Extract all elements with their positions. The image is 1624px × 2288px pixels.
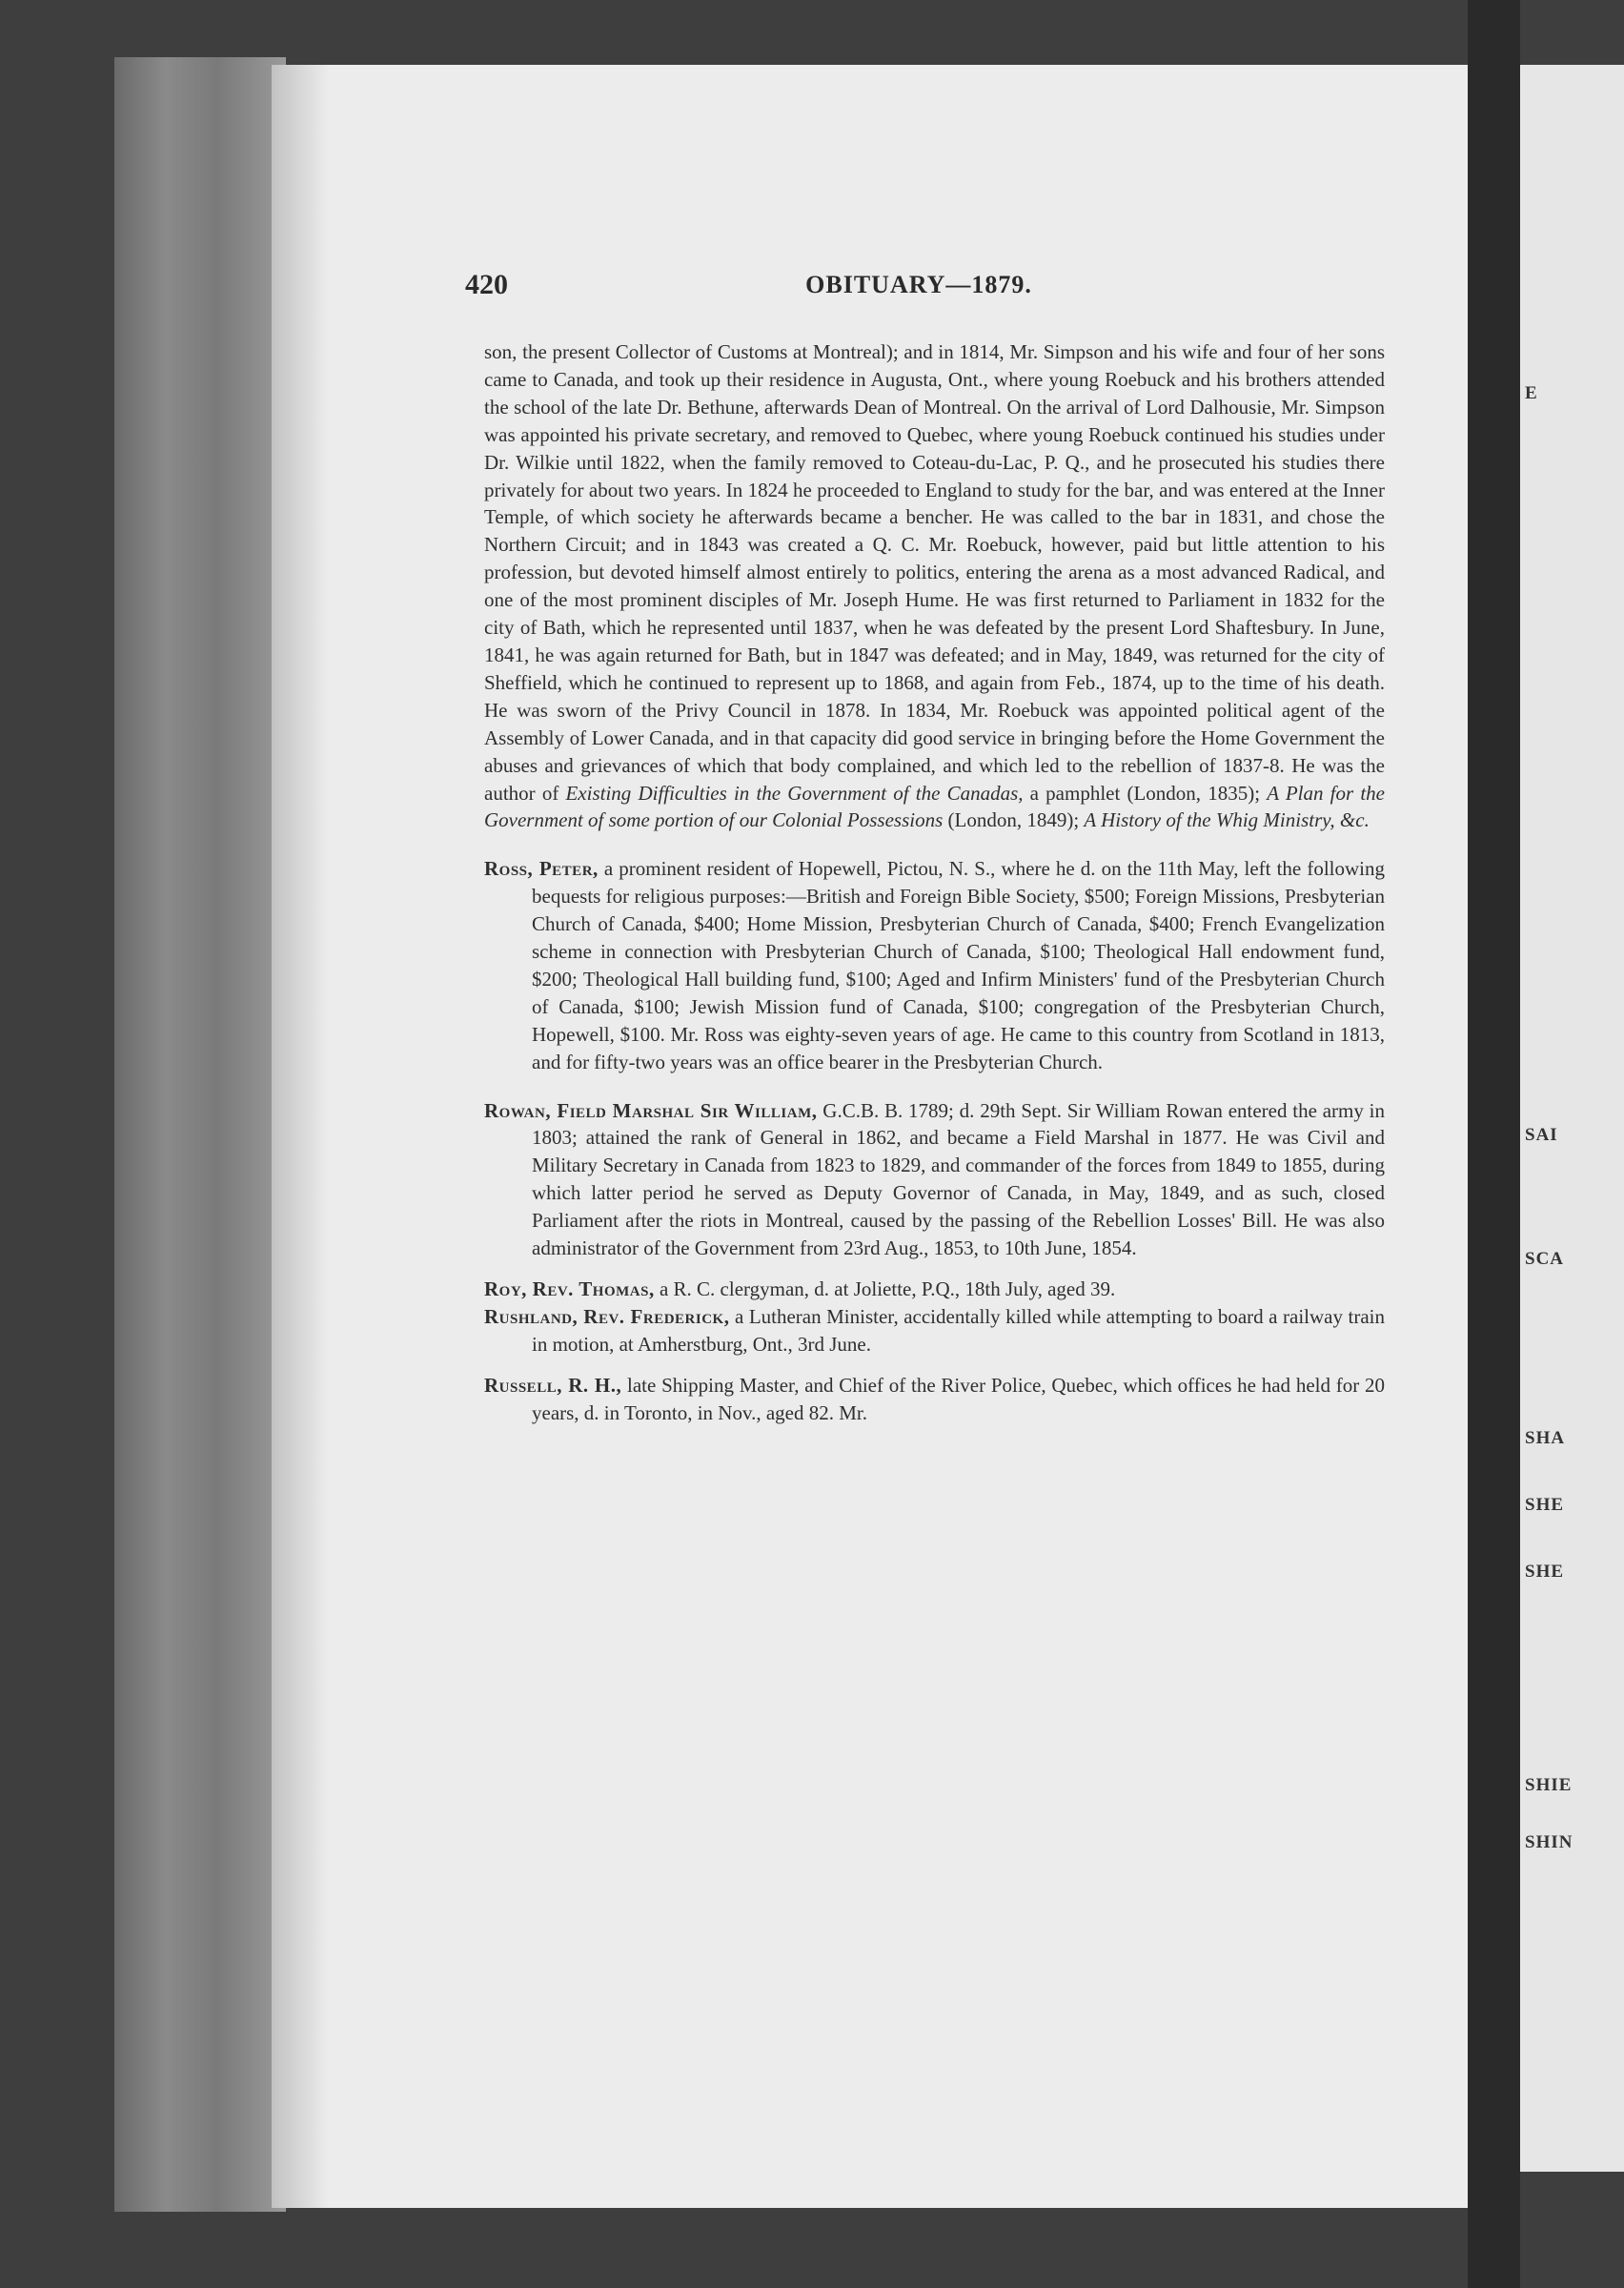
entry-text: a prominent resident of Hopewell, Pictou, N. S., where he d. on the 11th May, left the following bequests for religious purposes:—British and Foreign Bible Society, $500; Foreign Missions, Presbyterian Church of Canada, $400; Home Mission, Presbyterian Church of Canada, $400; French Evangelization scheme in connection with Presbyterian Church of Canada, $100; Theological Hall endowment fund, $200; Theological Hall building fund, $100; Aged and Infirm Ministers' fund of the Presbyterian Church of Canada, $100; Jewish Mission fund of Canada, $100; congregation of the Presbyterian Church, Hopewell, $100. Mr. Ross was eighty-seven years of age. He came to this country from Scotland in 1813, and for fifty-two years was an office bearer in the Presbyterian Church. [532, 857, 1385, 1073]
page-body [484, 338, 1385, 1427]
entry-text: G.C.B. B. 1789; d. 29th Sept. Sir William Rowan entered the army in 1803; attained the rank of General in 1862, and became a Field Marshal in 1877. He was Civil and Military Secretary in Canada from 1823 to 1829, and commander of the forces from 1849 to 1855, during which latter period he served as Deputy Governor of Canada, in May, 1849, and as such, closed Parliament after the riots in Montreal, caused by the passing of the Rebellion Losses' Bill. He was also administrator of the Government from 23rd Aug., 1853, to 10th June, 1854. [532, 1098, 1385, 1260]
work-title: A Plan for the Government of some portion of our Colonial Possessions [484, 781, 1385, 832]
right-page-letter: SHIE [1525, 1775, 1573, 1795]
continuation-text: son, the present Collector of Customs at Montreal); and in 1814, Mr. Simpson and his wife and four of her sons came to Canada, and took up their residence in Augusta, Ont., where young Roebuck and his brothers attended the school of the late Dr. Bethune, afterwards Dean of Montreal. On the arrival of Lord Dalhousie, Mr. Simpson was appointed his private secretary, and removed to Quebec, where young Roebuck continued his studies under Dr. Wilkie until 1822, when the family removed to Coteau-du-Lac, P. Q., and he prosecuted his studies there privately for about two years. In 1824 he proceeded to England to study for the bar, and was entered at the Inner Temple, of which society he afterwards became a bencher. He was called to the bar in 1831, and chose the Northern Circuit; and in 1843 was created a Q. C. Mr. Roebuck, however, paid but little attention to his profession, but devoted himself almost entirely to politics, entering the arena as a most advanced Radical, and one of the most prominent disciples of Mr. Joseph Hume. He was first returned to Parliament in 1832 for the city of Bath, which he represented until 1837, when he was defeated by the present Lord Shaftesbury. In June, 1841, he was again returned for Bath, but in 1847 was defeated; and in May, 1849, was returned for the city of Sheffield, which he continued to represent up to 1868, and again from Feb., 1874, up to the time of his death. He was sworn of the Privy Council in 1878. In 1834, Mr. Roebuck was appointed political agent of the Assembly of Lower Canada, and in that capacity did good service in bringing before the Home Government the abuses and grievances of which that body complained, and which led to the rebellion of 1837-8. He was the author of [484, 340, 1385, 805]
obituary-entry [484, 1303, 1385, 1358]
right-page-fragment [1520, 65, 1624, 2172]
right-page-letter: SHE [1525, 1495, 1565, 1515]
continuation-text: a pamphlet (London, 1835); [1023, 781, 1268, 805]
work-title: Existing Difficulties in the Government of the Canadas, [565, 781, 1024, 805]
entry-name: Rowan, Field Marshal Sir William, [484, 1098, 818, 1122]
entry-name: Roy, Rev. Thomas, [484, 1277, 655, 1300]
right-page-letter: SAI [1525, 1125, 1558, 1145]
entry-name: Ross, Peter, [484, 857, 599, 881]
work-title: A History of the Whig Ministry, &c. [1084, 808, 1370, 832]
book-gutter [1468, 0, 1520, 2288]
right-page-letter: SHIN [1525, 1832, 1573, 1852]
right-page-letter: SHE [1525, 1562, 1565, 1582]
obituary-entry [484, 855, 1385, 1075]
entry-text: a Lutheran Minister, accidentally killed while attempting to board a railway train in motion, at Amherstburg, Ont., 3rd June. [532, 1304, 1385, 1356]
obituary-entry [484, 1372, 1385, 1427]
page-binding-shadow [272, 65, 329, 2208]
book-page-edges [114, 57, 286, 2212]
entry-name: Russell, R. H., [484, 1373, 622, 1397]
entry-text: late Shipping Master, and Chief of the River Police, Quebec, which offices he had held for 20 years, d. in Toronto, in Nov., aged 82. Mr. [532, 1373, 1386, 1424]
entry-text: a R. C. clergyman, d. at Joliette, P.Q., 18th July, aged 39. [654, 1277, 1116, 1300]
obituary-entry [484, 1097, 1385, 1262]
running-head: OBITUARY—1879. [805, 271, 1032, 298]
entry-name: Rushland, Rev. Frederick, [484, 1304, 730, 1328]
right-page-letter: SCA [1525, 1249, 1565, 1269]
continuation-text: (London, 1849); [943, 808, 1085, 832]
roebuck-continuation [484, 338, 1385, 834]
obituary-entry [484, 1276, 1385, 1303]
page-number: 420 [465, 269, 508, 300]
right-page-letter: SHA [1525, 1428, 1566, 1448]
right-page-letter: E [1525, 383, 1538, 403]
